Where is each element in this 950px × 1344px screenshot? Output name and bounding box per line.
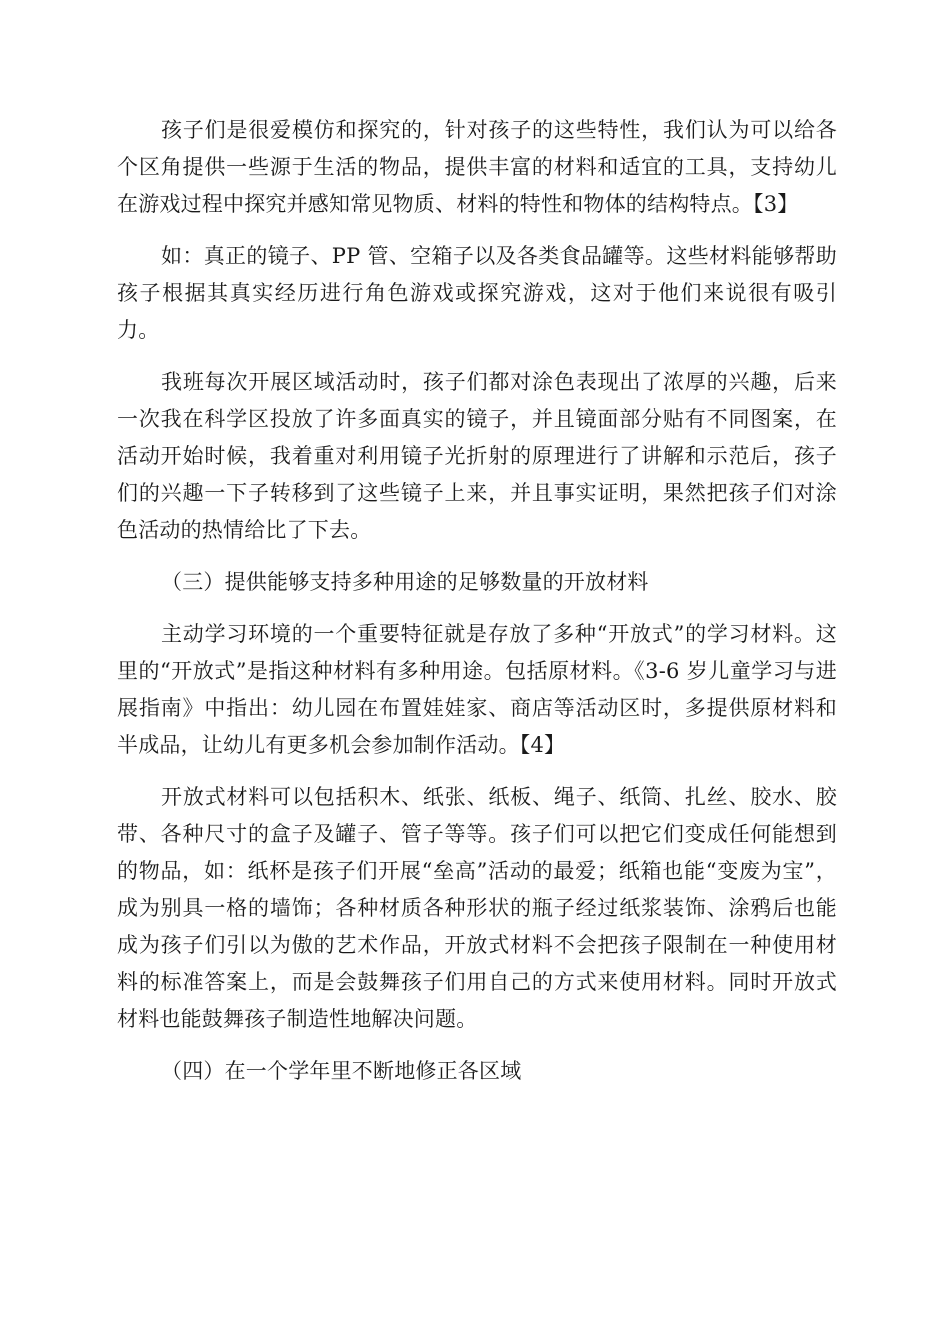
paragraph-imitation: 孩子们是很爱模仿和探究的，针对孩子的这些特性，我们认为可以给各个区角提供一些源于生活的物品，提供丰富的材料和适宜的工具，支持幼儿在游戏过程中探究并感知常见物质、材料的特性和物体的结构特点。【3】 [117,118,837,216]
document-body [117,112,837,1105]
paragraph-open-materials: 主动学习环境的一个重要特征就是存放了多种“开放式”的学习材料。这里的“开放式”是指这种材料有多种用途。包括原材料。《3-6 岁儿童学习与进展指南》中指出：幼儿园在布置娃娃家、商店等活动区时，多提供原材料和半成品，让幼儿有更多机会参加制作活动。【4】 [117,622,837,757]
paragraph-mirror-story: 我班每次开展区域活动时，孩子们都对涂色表现出了浓厚的兴趣，后来一次我在科学区投放了许多面真实的镜子，并且镜面部分贴有不同图案，在活动开始时候，我着重对利用镜子光折射的原理进行了讲解和示范后，孩子们的兴趣一下子转移到了这些镜子上来，并且事实证明，果然把孩子们对涂色活动的热情给比了下去。 [117,370,837,542]
paragraph-open-materials-examples: 开放式材料可以包括积木、纸张、纸板、绳子、纸筒、扎丝、胶水、胶带、各种尺寸的盒子及罐子、管子等等。孩子们可以把它们变成任何能想到的物品，如：纸杯是孩子们开展“垒高”活动的最爱；纸箱也能“变废为宝”，成为别具一格的墙饰；各种材质各种形状的瓶子经过纸浆装饰、涂鸦后也能成为孩子们引以为傲的艺术作品，开放式材料不会把孩子限制在一种使用材料的标准答案上，而是会鼓舞孩子们用自己的方式来使用材料。同时开放式材料也能鼓舞孩子制造性地解决问题。 [117,785,837,1031]
section-heading-4: （四）在一个学年里不断地修正各区域 [161,1059,522,1083]
paragraph-examples: 如：真正的镜子、PP 管、空箱子以及各类食品罐等。这些材料能够帮助孩子根据其真实经历进行角色游戏或探究游戏，这对于他们来说很有吸引力。 [117,244,837,342]
section-heading-3: （三）提供能够支持多种用途的足够数量的开放材料 [161,570,649,594]
